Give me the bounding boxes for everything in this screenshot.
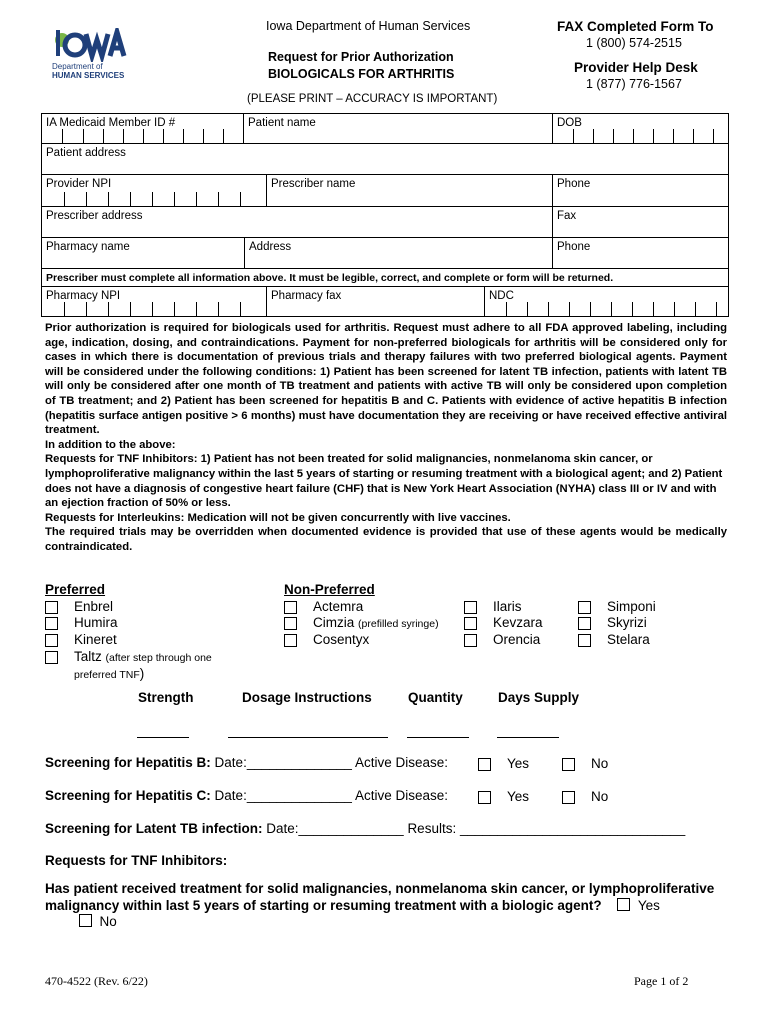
criteria-p2: In addition to the above: <box>45 438 176 451</box>
criteria-p4: Requests for Interleukins: Medication will not be given concurrently with live vaccines. <box>45 511 511 524</box>
taltz-note-2: preferred TNF <box>74 669 140 681</box>
fax-number: 1 (800) 574-2515 <box>586 36 682 50</box>
orencia-label: Orencia <box>493 632 541 647</box>
hepc-label: Screening for Hepatitis C: <box>45 788 211 803</box>
pharmacy-npi-label: Pharmacy NPI <box>46 290 121 302</box>
tnf-yes-label: Yes <box>637 897 660 913</box>
strength-line[interactable] <box>137 737 189 738</box>
hepb-active-label: Active Disease: <box>354 755 448 770</box>
logo-sub-2: HUMAN SERVICES <box>52 71 125 80</box>
kineret-label: Kineret <box>74 632 117 647</box>
phone-label-1: Phone <box>557 178 591 190</box>
dob-field[interactable] <box>552 113 729 144</box>
help-desk-number: 1 (877) 776-1567 <box>586 77 682 91</box>
ilaris-checkbox[interactable] <box>464 601 477 614</box>
pharmacy-fax-label: Pharmacy fax <box>271 290 342 302</box>
hepb-yes-checkbox[interactable] <box>478 758 491 771</box>
humira-checkbox[interactable] <box>45 617 58 630</box>
form-number: 470-4522 (Rev. 6/22) <box>45 974 148 988</box>
tnf-question-text: Has patient received treatment for solid malignancies, nonmelanoma skin cancer, or lymphoproliferative malignancy within last 5 years of starting or resuming treatment with a biologic agent? <box>45 881 715 913</box>
tb-row <box>45 821 685 836</box>
simponi-checkbox[interactable] <box>578 601 591 614</box>
tnf-no-label: No <box>99 914 117 929</box>
strength-heading: Strength <box>138 690 194 705</box>
prescriber-name-field[interactable] <box>266 174 553 207</box>
stelara-label: Stelara <box>607 632 650 647</box>
skyrizi-checkbox[interactable] <box>578 617 591 630</box>
tnf-no[interactable] <box>79 914 117 929</box>
hepc-row <box>45 788 448 803</box>
dosage-line[interactable] <box>228 737 388 738</box>
prescriber-address-label: Prescriber address <box>46 210 143 222</box>
hepc-active-label: Active Disease: <box>354 788 448 803</box>
skyrizi-label: Skyrizi <box>607 615 647 630</box>
cosentyx-checkbox[interactable] <box>284 634 297 647</box>
member-id-label: IA Medicaid Member ID # <box>46 117 176 129</box>
ndc-label: NDC <box>489 290 514 302</box>
stelara-checkbox[interactable] <box>578 634 591 647</box>
criteria-p3: Requests for TNF Inhibitors: 1) Patient has not been treated for solid malignancies, nonmelanoma skin cancer, or lymphoproliferative malignancy within the last 5 years of starting or resuming treatment with a biological agent; and 2) Patient does not have a diagnosis of congestive heart failure (CHF) that is New York Heart Association (NYHA) class III or IV and with an ejection fraction of 50% or less. <box>45 453 723 510</box>
taltz-note-1: (after step through one <box>105 652 212 664</box>
kineret-checkbox[interactable] <box>45 634 58 647</box>
simponi-label: Simponi <box>607 599 656 614</box>
pharmacy-name-field[interactable] <box>41 237 245 269</box>
criteria-p5: The required trials may be overridden when documented evidence is provided that use of these agents would be medically contraindicated. <box>45 526 727 553</box>
phone-field-1[interactable] <box>552 174 729 207</box>
page-number: Page 1 of 2 <box>634 974 689 988</box>
cimzia-note: (prefilled syringe) <box>358 618 439 630</box>
kevzara-checkbox[interactable] <box>464 617 477 630</box>
quantity-heading: Quantity <box>408 690 463 705</box>
cimzia-checkbox[interactable] <box>284 617 297 630</box>
actemra-checkbox[interactable] <box>284 601 297 614</box>
patient-address-label: Patient address <box>46 147 126 159</box>
dosage-heading: Dosage Instructions <box>242 690 372 705</box>
fax-field[interactable] <box>552 206 729 238</box>
preferred-heading: Preferred <box>45 582 106 597</box>
pharmacy-fax-field[interactable] <box>266 286 485 317</box>
nonpreferred-heading: Non-Preferred <box>284 582 375 597</box>
tb-label: Screening for Latent TB infection: <box>45 821 263 836</box>
patient-name-field[interactable] <box>243 113 553 144</box>
fax-field-label: Fax <box>557 210 577 222</box>
tb-results[interactable]: Results: ______________________________ <box>407 821 686 836</box>
enbrel-checkbox[interactable] <box>45 601 58 614</box>
taltz-note-close: ) <box>139 666 145 681</box>
hepb-yes-label: Yes <box>507 756 530 771</box>
hepc-no-checkbox[interactable] <box>562 791 575 804</box>
pharmacy-address-label: Address <box>249 241 292 253</box>
enbrel-label: Enbrel <box>74 599 114 614</box>
tnf-no-checkbox[interactable] <box>79 914 92 927</box>
cimzia-label: Cimzia <box>313 615 355 630</box>
pharmacy-address-field[interactable] <box>244 237 553 269</box>
hepb-date[interactable]: Date:______________ <box>214 755 352 770</box>
provider-npi-label: Provider NPI <box>46 178 112 190</box>
tnf-heading: Requests for TNF Inhibitors: <box>45 853 228 868</box>
criteria-p1: Prior authorization is required for biologicals used for arthritis. Request must adhere to all FDA approved labeling, including age, indication, dosing, and contraindications. Payment for non-preferred biologicals for arthritis will be considered only for cases in which there is documentation of previous trials and therapy failures with two preferred biological agents. Payment will be considered under the following conditions: 1) Patient has been screened for latent TB infection, patients with latent TB will only be considered after one month of TB treatment and patients with active TB will only be considered upon completion of TB treatment; and 2) Patient has been screened for hepatitis B and C. Patients with evidence of active hepatitis B infection (hepatitis surface antigen positive > 6 months) must have documentation they are receiving or have received effective antiviral treatment. <box>45 322 727 437</box>
dob-label: DOB <box>557 117 582 129</box>
humira-label: Humira <box>74 615 118 630</box>
prescriber-name-label: Prescriber name <box>271 178 356 190</box>
provider-npi-field[interactable] <box>41 174 267 207</box>
pharmacy-npi-field[interactable] <box>41 286 267 317</box>
tnf-yes-checkbox[interactable] <box>617 898 630 911</box>
iowa-hhs-logo <box>52 28 130 82</box>
hepc-date[interactable]: Date:______________ <box>214 788 352 803</box>
taltz-checkbox[interactable] <box>45 651 58 664</box>
quantity-line[interactable] <box>407 737 469 738</box>
logo-sub-1: Department of <box>52 62 103 71</box>
cosentyx-label: Cosentyx <box>313 632 370 647</box>
patient-address-field[interactable] <box>41 143 729 175</box>
iowa-logo-icon <box>52 28 130 62</box>
hepc-yes-checkbox[interactable] <box>478 791 491 804</box>
form-title-1: Request for Prior Authorization <box>268 50 454 64</box>
member-id-field[interactable] <box>41 113 244 144</box>
hepb-no-label: No <box>591 756 609 771</box>
criteria-text <box>45 321 727 555</box>
orencia-checkbox[interactable] <box>464 634 477 647</box>
taltz-note-line <box>74 666 144 684</box>
form-title-2: BIOLOGICALS FOR ARTHRITIS <box>268 67 455 81</box>
prescriber-address-field[interactable] <box>41 206 553 238</box>
phone-label-2: Phone <box>557 241 591 253</box>
hepb-label: Screening for Hepatitis B: <box>45 755 211 770</box>
print-note: (PLEASE PRINT – ACCURACY IS IMPORTANT) <box>247 93 498 105</box>
hepc-no-label: No <box>591 789 609 804</box>
tnf-question <box>45 881 725 931</box>
fax-label: FAX Completed Form To <box>557 19 714 34</box>
tb-date[interactable]: Date:______________ <box>266 821 404 836</box>
hepc-yes-label: Yes <box>507 789 530 804</box>
patient-name-label: Patient name <box>248 117 316 129</box>
kevzara-label: Kevzara <box>493 615 543 630</box>
ndc-field[interactable] <box>484 286 729 317</box>
days-supply-heading: Days Supply <box>498 690 580 705</box>
hepb-no-checkbox[interactable] <box>562 758 575 771</box>
taltz-label: Taltz <box>74 649 102 664</box>
days-supply-line[interactable] <box>497 737 559 738</box>
completion-warning: Prescriber must complete all information above. It must be legible, correct, and complete or form will be returned. <box>41 268 729 287</box>
phone-field-2[interactable] <box>552 237 729 269</box>
actemra-label: Actemra <box>313 599 364 614</box>
tnf-yes[interactable] <box>617 898 660 913</box>
hepb-row <box>45 755 448 770</box>
agency-name: Iowa Department of Human Services <box>266 19 471 33</box>
help-desk-label: Provider Help Desk <box>574 60 698 75</box>
pharmacy-name-label: Pharmacy name <box>46 241 130 253</box>
ilaris-label: Ilaris <box>493 599 522 614</box>
